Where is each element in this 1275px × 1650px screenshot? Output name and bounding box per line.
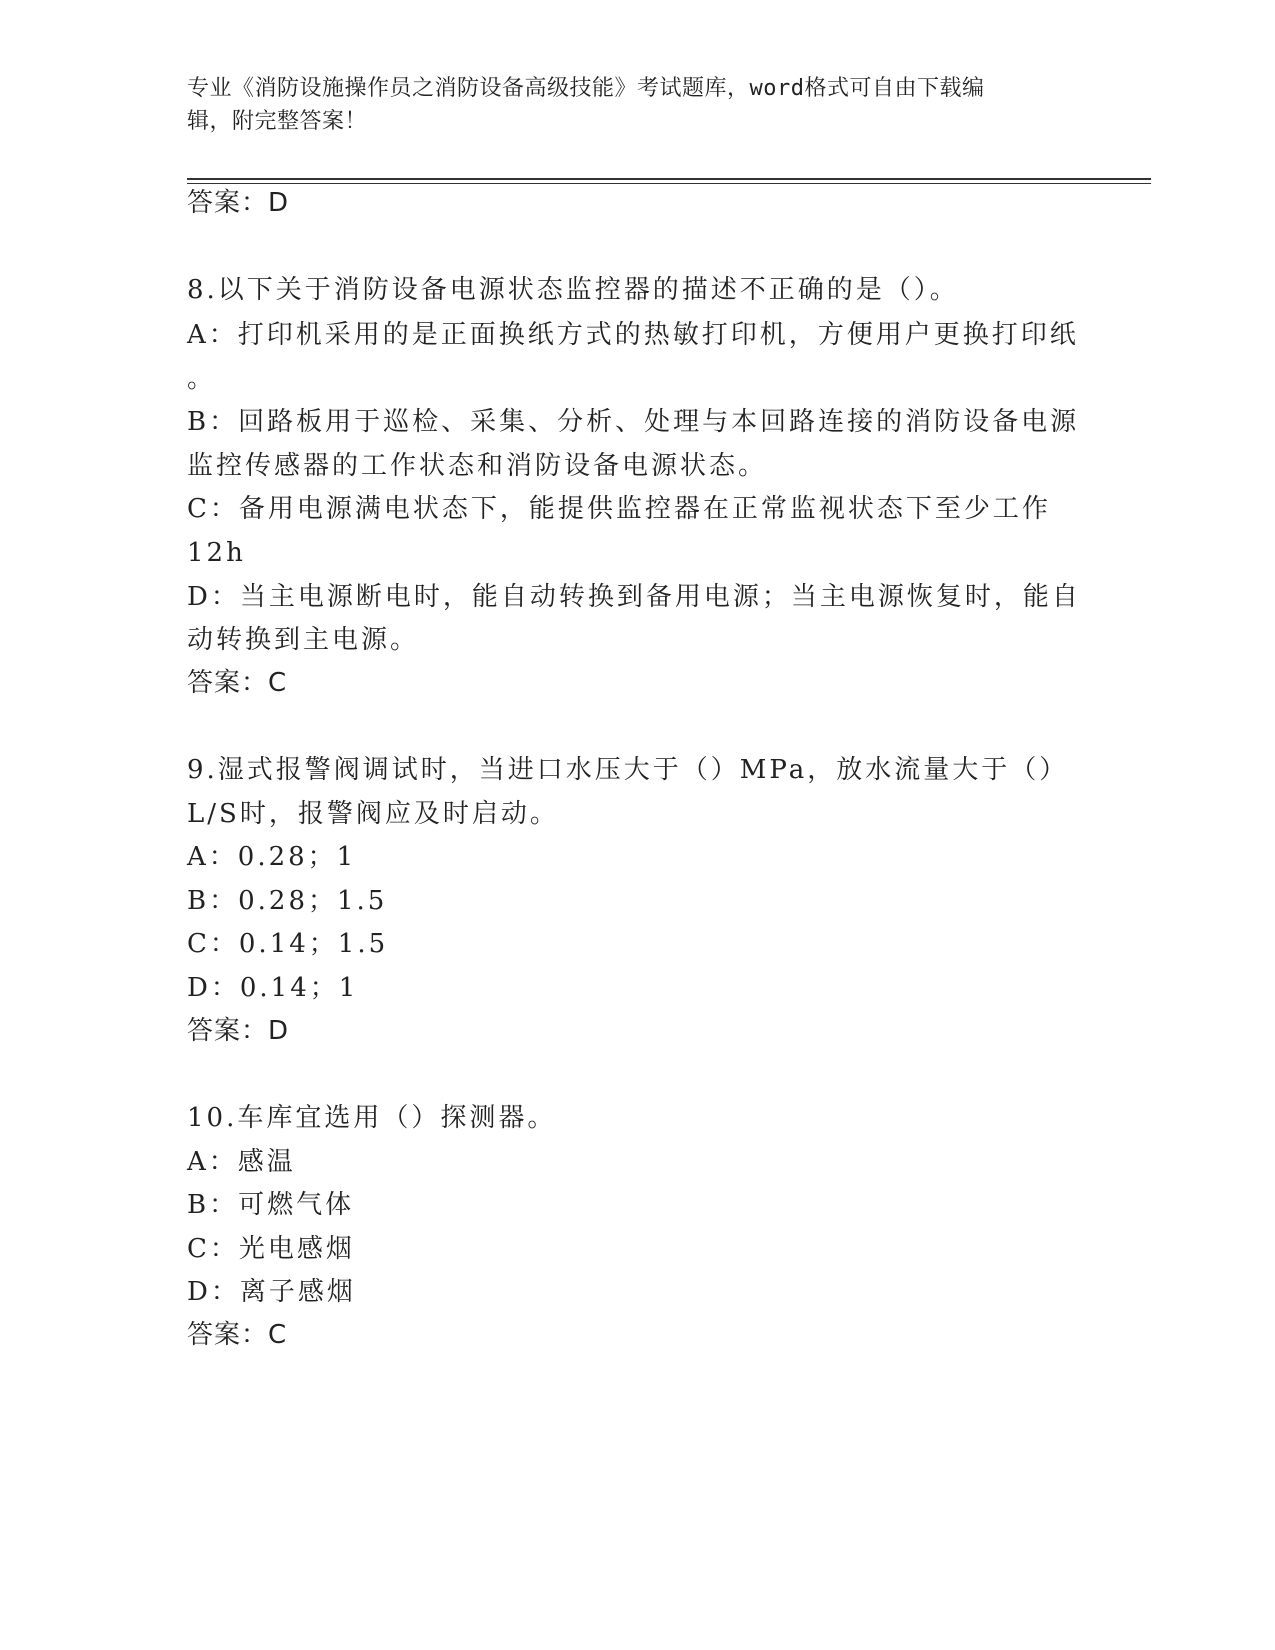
header-rule-thin — [187, 183, 1151, 184]
q8-option-b: B：回路板用于巡检、采集、分析、处理与本回路连接的消防设备电源 — [187, 407, 1080, 437]
q8-option-a-cont: 。 — [187, 364, 217, 394]
answer-q9: 答案：D — [187, 1016, 290, 1046]
document-header — [187, 72, 1067, 138]
q10-option-a: A：感温 — [187, 1147, 296, 1177]
question-9: 9.湿式报警阀调试时，当进口水压大于（）MPa，放水流量大于（） — [187, 755, 1069, 785]
q8-option-c-cont: 12h — [187, 538, 246, 568]
answer-q7: 答案：D — [187, 188, 290, 218]
question-10: 10.车库宜选用（）探测器。 — [187, 1103, 557, 1133]
q10-option-b: B：可燃气体 — [187, 1190, 355, 1220]
q10-option-c: C：光电感烟 — [187, 1234, 355, 1264]
q9-option-b: B：0.28；1.5 — [187, 886, 388, 916]
q8-option-a: A：打印机采用的是正面换纸方式的热敏打印机，方便用户更换打印纸 — [187, 320, 1079, 350]
q8-option-c: C：备用电源满电状态下，能提供监控器在正常监视状态下至少工作 — [187, 494, 1051, 524]
header-line-2: 辑，附完整答案！ — [187, 109, 368, 134]
q8-option-b-cont: 监控传感器的工作状态和消防设备电源状态。 — [187, 451, 768, 481]
q9-option-c: C：0.14；1.5 — [187, 929, 389, 959]
q10-option-d: D：离子感烟 — [187, 1277, 356, 1307]
question-9-cont: L/S时，报警阀应及时启动。 — [187, 799, 559, 829]
header-rule — [187, 178, 1151, 180]
answer-q10: 答案：C — [187, 1320, 288, 1350]
answer-q8: 答案：C — [187, 668, 288, 698]
q9-option-d: D：0.14；1 — [187, 973, 359, 1003]
q8-option-d: D：当主电源断电时，能自动转换到备用电源；当主电源恢复时，能自 — [187, 582, 1081, 612]
question-8: 8.以下关于消防设备电源状态监控器的描述不正确的是（）。 — [187, 275, 959, 305]
q9-option-a: A：0.28；1 — [187, 842, 357, 872]
q8-option-d-cont: 动转换到主电源。 — [187, 625, 420, 655]
header-line-1: 专业《消防设施操作员之消防设备高级技能》考试题库，word格式可自由下载编 — [187, 76, 985, 101]
